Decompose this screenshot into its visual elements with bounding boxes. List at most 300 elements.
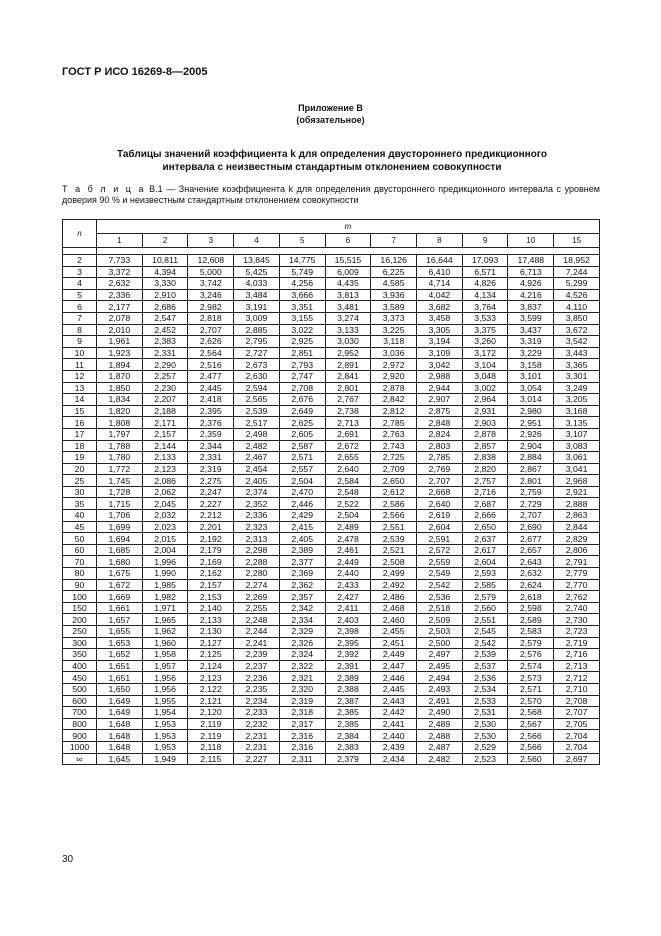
- value-cell: 2,539: [371, 533, 417, 545]
- value-cell: 2,617: [462, 544, 508, 556]
- table-row: [63, 533, 600, 545]
- value-cell: 2,509: [417, 614, 463, 626]
- value-cell: 2,875: [417, 405, 463, 417]
- value-cell: 2,383: [325, 741, 371, 753]
- value-cell: 2,657: [508, 544, 554, 556]
- value-cell: 2,015: [142, 533, 188, 545]
- value-cell: 2,442: [371, 707, 417, 719]
- table-row: [63, 486, 600, 498]
- value-cell: 4,585: [371, 278, 417, 290]
- table-row: [63, 741, 600, 753]
- value-cell: 3,375: [462, 324, 508, 336]
- value-cell: 2,719: [554, 637, 600, 649]
- table-row: [63, 312, 600, 324]
- value-cell: 2,829: [554, 533, 600, 545]
- value-cell: 2,716: [554, 649, 600, 661]
- value-cell: 2,566: [508, 730, 554, 742]
- value-cell: 2,559: [417, 556, 463, 568]
- value-cell: 2,891: [325, 359, 371, 371]
- value-cell: 2,362: [279, 579, 325, 591]
- table-row: [63, 301, 600, 313]
- value-cell: 1,657: [97, 614, 143, 626]
- value-cell: 2,579: [508, 637, 554, 649]
- n-cell: 15: [63, 405, 97, 417]
- value-cell: 2,495: [417, 660, 463, 672]
- table-row: [63, 359, 600, 371]
- value-cell: 2,235: [234, 683, 280, 695]
- value-cell: 1,772: [97, 463, 143, 475]
- value-cell: 3,042: [417, 359, 463, 371]
- value-cell: 2,801: [325, 382, 371, 394]
- value-cell: 2,447: [371, 660, 417, 672]
- value-cell: 2,244: [234, 626, 280, 638]
- table-row: [63, 579, 600, 591]
- n-cell: 500: [63, 683, 97, 695]
- value-cell: 2,604: [417, 521, 463, 533]
- value-cell: 3,061: [554, 452, 600, 464]
- value-cell: 2,171: [142, 417, 188, 429]
- value-cell: 2,567: [508, 718, 554, 730]
- value-cell: 2,542: [462, 637, 508, 649]
- value-cell: 3,319: [508, 336, 554, 348]
- value-cell: 2,757: [462, 475, 508, 487]
- value-cell: 3,168: [554, 405, 600, 417]
- value-cell: 2,429: [279, 510, 325, 522]
- value-cell: 2,878: [371, 382, 417, 394]
- value-cell: 1,870: [97, 370, 143, 382]
- value-cell: 2,489: [417, 718, 463, 730]
- value-cell: 3,458: [417, 312, 463, 324]
- value-cell: 2,119: [188, 730, 234, 742]
- value-cell: 2,468: [371, 602, 417, 614]
- n-cell: 19: [63, 452, 97, 464]
- value-cell: 2,239: [234, 649, 280, 661]
- value-cell: 2,677: [508, 533, 554, 545]
- value-cell: 2,236: [234, 672, 280, 684]
- value-cell: 1,685: [97, 544, 143, 556]
- m-column-header: 6: [325, 234, 371, 248]
- value-cell: 2,319: [188, 463, 234, 475]
- value-cell: 2,316: [279, 741, 325, 753]
- value-cell: 2,619: [417, 510, 463, 522]
- n-cell: 80: [63, 568, 97, 580]
- value-cell: 2,121: [188, 695, 234, 707]
- value-cell: 2,729: [508, 498, 554, 510]
- value-cell: 3,260: [462, 336, 508, 348]
- value-cell: 2,389: [325, 672, 371, 684]
- value-cell: 1,834: [97, 394, 143, 406]
- value-cell: 2,921: [554, 486, 600, 498]
- value-cell: 3,837: [508, 301, 554, 313]
- value-cell: 2,571: [508, 683, 554, 695]
- value-cell: 2,650: [371, 475, 417, 487]
- table-row: [63, 695, 600, 707]
- value-cell: 1,923: [97, 347, 143, 359]
- value-cell: 2,585: [462, 579, 508, 591]
- value-cell: 14,775: [279, 255, 325, 267]
- value-cell: 2,023: [142, 521, 188, 533]
- value-cell: 2,687: [462, 498, 508, 510]
- value-cell: 2,455: [371, 626, 417, 638]
- value-cell: 2,697: [554, 753, 600, 765]
- value-cell: 2,632: [97, 278, 143, 290]
- value-cell: 2,123: [142, 463, 188, 475]
- document-header: ГОСТ Р ИСО 16269-8—2005: [62, 66, 208, 78]
- value-cell: 2,587: [279, 440, 325, 452]
- value-cell: 17,093: [462, 255, 508, 267]
- value-cell: 2,078: [97, 312, 143, 324]
- value-cell: 2,492: [371, 579, 417, 591]
- value-cell: 2,910: [142, 289, 188, 301]
- n-cell: 90: [63, 579, 97, 591]
- value-cell: 2,926: [508, 428, 554, 440]
- value-cell: 2,336: [234, 510, 280, 522]
- value-cell: 2,690: [508, 521, 554, 533]
- value-cell: 3,443: [554, 347, 600, 359]
- value-cell: 3,936: [371, 289, 417, 301]
- value-cell: 1,649: [97, 707, 143, 719]
- value-cell: 2,403: [325, 614, 371, 626]
- value-cell: 1,648: [97, 730, 143, 742]
- value-cell: 2,560: [462, 602, 508, 614]
- value-cell: 2,247: [188, 486, 234, 498]
- value-cell: 2,713: [325, 417, 371, 429]
- value-cell: 2,477: [188, 370, 234, 382]
- value-cell: 3,542: [554, 336, 600, 348]
- value-cell: 2,118: [188, 741, 234, 753]
- value-cell: 2,508: [371, 556, 417, 568]
- value-cell: 2,640: [417, 498, 463, 510]
- value-cell: 2,565: [234, 394, 280, 406]
- value-cell: 2,583: [508, 626, 554, 638]
- value-cell: 2,179: [188, 544, 234, 556]
- value-cell: 3,158: [508, 359, 554, 371]
- value-cell: 2,317: [279, 718, 325, 730]
- value-cell: 2,123: [188, 672, 234, 684]
- value-cell: 2,311: [279, 753, 325, 765]
- section-title: [62, 148, 602, 174]
- value-cell: 2,637: [462, 533, 508, 545]
- value-cell: 6,410: [417, 266, 463, 278]
- value-cell: 17,488: [508, 255, 554, 267]
- value-cell: 3,672: [554, 324, 600, 336]
- value-cell: 1,653: [97, 637, 143, 649]
- table-row: [63, 521, 600, 533]
- value-cell: 2,632: [508, 568, 554, 580]
- value-cell: 2,824: [417, 428, 463, 440]
- value-cell: 2,415: [279, 521, 325, 533]
- value-cell: 2,785: [417, 452, 463, 464]
- value-cell: 1,797: [97, 428, 143, 440]
- value-cell: 1,669: [97, 591, 143, 603]
- value-cell: 2,537: [462, 660, 508, 672]
- value-cell: 2,324: [279, 649, 325, 661]
- value-cell: 3,009: [234, 312, 280, 324]
- value-cell: 2,452: [142, 324, 188, 336]
- value-cell: 1,953: [142, 730, 188, 742]
- value-cell: 5,000: [188, 266, 234, 278]
- value-cell: 1,961: [97, 336, 143, 348]
- value-cell: 5,749: [279, 266, 325, 278]
- value-cell: 2,497: [417, 649, 463, 661]
- value-cell: 2,257: [142, 370, 188, 382]
- value-cell: 2,385: [325, 718, 371, 730]
- m-column-header: 4: [234, 234, 280, 248]
- value-cell: 2,605: [279, 428, 325, 440]
- value-cell: 2,691: [325, 428, 371, 440]
- value-cell: 1,788: [97, 440, 143, 452]
- value-cell: 2,446: [371, 672, 417, 684]
- value-cell: 2,747: [279, 370, 325, 382]
- value-cell: 3,484: [234, 289, 280, 301]
- value-cell: 2,169: [188, 556, 234, 568]
- value-cell: 2,231: [234, 730, 280, 742]
- value-cell: 1,957: [142, 660, 188, 672]
- value-cell: 2,801: [508, 475, 554, 487]
- value-cell: 2,931: [462, 405, 508, 417]
- value-cell: 2,274: [234, 579, 280, 591]
- value-cell: 2,504: [279, 475, 325, 487]
- value-cell: 2,586: [371, 498, 417, 510]
- n-cell: 6: [63, 301, 97, 313]
- appendix-name: Приложение В: [298, 103, 363, 113]
- value-cell: 2,334: [279, 614, 325, 626]
- value-cell: 7,244: [554, 266, 600, 278]
- table-body: [63, 248, 600, 765]
- value-cell: 3,191: [234, 301, 280, 313]
- value-cell: 2,779: [554, 568, 600, 580]
- value-cell: 2,838: [462, 452, 508, 464]
- value-cell: 2,504: [325, 510, 371, 522]
- value-cell: 3,330: [142, 278, 188, 290]
- value-cell: 2,418: [188, 394, 234, 406]
- value-cell: 2,517: [234, 417, 280, 429]
- value-cell: 2,650: [462, 521, 508, 533]
- value-cell: 1,965: [142, 614, 188, 626]
- value-cell: 3,365: [554, 359, 600, 371]
- value-cell: 2,115: [188, 753, 234, 765]
- value-cell: 2,241: [234, 637, 280, 649]
- value-cell: 2,649: [279, 405, 325, 417]
- value-cell: 4,526: [554, 289, 600, 301]
- value-cell: 2,449: [371, 649, 417, 661]
- value-cell: 16,644: [417, 255, 463, 267]
- n-cell: 40: [63, 510, 97, 522]
- value-cell: 1,651: [97, 672, 143, 684]
- value-cell: 2,785: [371, 417, 417, 429]
- value-cell: 2,857: [462, 440, 508, 452]
- n-cell: 35: [63, 498, 97, 510]
- n-cell: 13: [63, 382, 97, 394]
- table-row: [63, 266, 600, 278]
- value-cell: 2,743: [371, 440, 417, 452]
- value-cell: 2,666: [462, 510, 508, 522]
- value-cell: 2,668: [417, 486, 463, 498]
- table-row: [63, 602, 600, 614]
- value-cell: 2,467: [234, 452, 280, 464]
- value-cell: 3,249: [554, 382, 600, 394]
- value-cell: 2,395: [325, 637, 371, 649]
- n-cell: 70: [63, 556, 97, 568]
- value-cell: 2,964: [462, 394, 508, 406]
- table-label: Т а б л и ц а: [62, 184, 146, 194]
- value-cell: 2,494: [417, 672, 463, 684]
- n-cell: 45: [63, 521, 97, 533]
- value-cell: 1,648: [97, 741, 143, 753]
- value-cell: 2,867: [508, 463, 554, 475]
- value-cell: 1,949: [142, 753, 188, 765]
- n-cell: 400: [63, 660, 97, 672]
- value-cell: 2,207: [142, 394, 188, 406]
- value-cell: 2,133: [188, 614, 234, 626]
- value-cell: 3,850: [554, 312, 600, 324]
- appendix-heading: [0, 102, 661, 126]
- value-cell: 2,201: [188, 521, 234, 533]
- value-cell: 2,434: [371, 753, 417, 765]
- n-column-header: n: [63, 220, 97, 248]
- value-cell: 2,759: [508, 486, 554, 498]
- value-cell: 2,227: [234, 753, 280, 765]
- value-cell: 2,968: [554, 475, 600, 487]
- value-cell: 2,440: [371, 730, 417, 742]
- value-cell: 2,516: [188, 359, 234, 371]
- value-cell: 2,488: [417, 730, 463, 742]
- appendix-status: (обязательное): [296, 115, 365, 125]
- n-cell: 9: [63, 336, 97, 348]
- value-cell: 2,951: [508, 417, 554, 429]
- value-cell: 2,388: [325, 683, 371, 695]
- value-cell: 4,714: [417, 278, 463, 290]
- value-cell: 2,454: [234, 463, 280, 475]
- value-cell: 3,225: [371, 324, 417, 336]
- value-cell: 2,233: [234, 707, 280, 719]
- value-cell: 2,972: [371, 359, 417, 371]
- value-cell: 2,769: [417, 463, 463, 475]
- value-cell: 3,682: [417, 301, 463, 313]
- table-row: [63, 428, 600, 440]
- value-cell: 2,500: [417, 637, 463, 649]
- value-cell: 2,331: [142, 347, 188, 359]
- value-cell: 2,153: [188, 591, 234, 603]
- value-cell: 2,604: [462, 556, 508, 568]
- value-cell: 10,811: [142, 255, 188, 267]
- value-cell: 1,971: [142, 602, 188, 614]
- value-cell: 2,379: [325, 753, 371, 765]
- value-cell: 1,996: [142, 556, 188, 568]
- value-cell: 2,374: [234, 486, 280, 498]
- value-cell: 12,608: [188, 255, 234, 267]
- value-cell: 1,645: [97, 753, 143, 765]
- value-cell: 2,793: [279, 359, 325, 371]
- value-cell: 2,710: [554, 683, 600, 695]
- value-cell: 2,625: [279, 417, 325, 429]
- n-cell: 450: [63, 672, 97, 684]
- value-cell: 2,548: [325, 486, 371, 498]
- value-cell: 2,490: [417, 707, 463, 719]
- value-cell: 2,313: [234, 533, 280, 545]
- table-row: [63, 510, 600, 522]
- value-cell: 2,851: [279, 347, 325, 359]
- value-cell: 2,326: [279, 637, 325, 649]
- value-cell: 2,124: [188, 660, 234, 672]
- value-cell: 2,125: [188, 649, 234, 661]
- value-cell: 2,321: [279, 672, 325, 684]
- table-header-row: [63, 220, 600, 234]
- value-cell: 2,227: [188, 498, 234, 510]
- value-cell: 2,672: [325, 440, 371, 452]
- table-row: [63, 498, 600, 510]
- value-cell: 4,256: [279, 278, 325, 290]
- value-cell: 2,493: [417, 683, 463, 695]
- value-cell: 2,740: [554, 602, 600, 614]
- m-column-header: 8: [417, 234, 463, 248]
- table-row: [63, 440, 600, 452]
- value-cell: 2,342: [279, 602, 325, 614]
- m-column-header: 5: [279, 234, 325, 248]
- value-cell: 2,566: [371, 510, 417, 522]
- table-row: [63, 382, 600, 394]
- value-cell: 2,446: [279, 498, 325, 510]
- table-row: [63, 475, 600, 487]
- table-row: [63, 405, 600, 417]
- value-cell: 2,806: [554, 544, 600, 556]
- value-cell: 2,738: [325, 405, 371, 417]
- value-cell: 3,301: [554, 370, 600, 382]
- value-cell: 1,894: [97, 359, 143, 371]
- value-cell: 3,118: [371, 336, 417, 348]
- value-cell: 2,359: [188, 428, 234, 440]
- value-cell: 2,723: [554, 626, 600, 638]
- value-cell: 2,248: [234, 614, 280, 626]
- value-cell: 2,643: [508, 556, 554, 568]
- value-cell: 2,545: [462, 626, 508, 638]
- value-cell: 2,594: [234, 382, 280, 394]
- value-cell: 15,515: [325, 255, 371, 267]
- value-cell: 1,706: [97, 510, 143, 522]
- value-cell: 1,953: [142, 741, 188, 753]
- value-cell: 2,162: [188, 568, 234, 580]
- value-cell: 2,676: [279, 394, 325, 406]
- value-cell: 2,383: [142, 336, 188, 348]
- value-cell: 3,205: [554, 394, 600, 406]
- value-cell: 2,231: [234, 741, 280, 753]
- table-row: [63, 347, 600, 359]
- value-cell: 2,533: [462, 695, 508, 707]
- value-cell: 2,140: [188, 602, 234, 614]
- value-cell: 2,534: [462, 683, 508, 695]
- value-cell: 2,920: [371, 370, 417, 382]
- value-cell: 2,392: [325, 649, 371, 661]
- value-cell: 3,048: [462, 370, 508, 382]
- value-cell: 3,305: [417, 324, 463, 336]
- m-column-header: 15: [554, 234, 600, 248]
- value-cell: 1,651: [97, 660, 143, 672]
- value-cell: 5,299: [554, 278, 600, 290]
- value-cell: 2,499: [371, 568, 417, 580]
- value-cell: 2,907: [417, 394, 463, 406]
- value-cell: 3,742: [188, 278, 234, 290]
- value-cell: 7,733: [97, 255, 143, 267]
- value-cell: 1,694: [97, 533, 143, 545]
- n-cell: 150: [63, 602, 97, 614]
- table-row: [63, 591, 600, 603]
- table-row: [63, 417, 600, 429]
- value-cell: 3,155: [279, 312, 325, 324]
- value-cell: 2,032: [142, 510, 188, 522]
- value-cell: 2,618: [508, 591, 554, 603]
- table-row: [63, 649, 600, 661]
- value-cell: 2,572: [417, 544, 463, 556]
